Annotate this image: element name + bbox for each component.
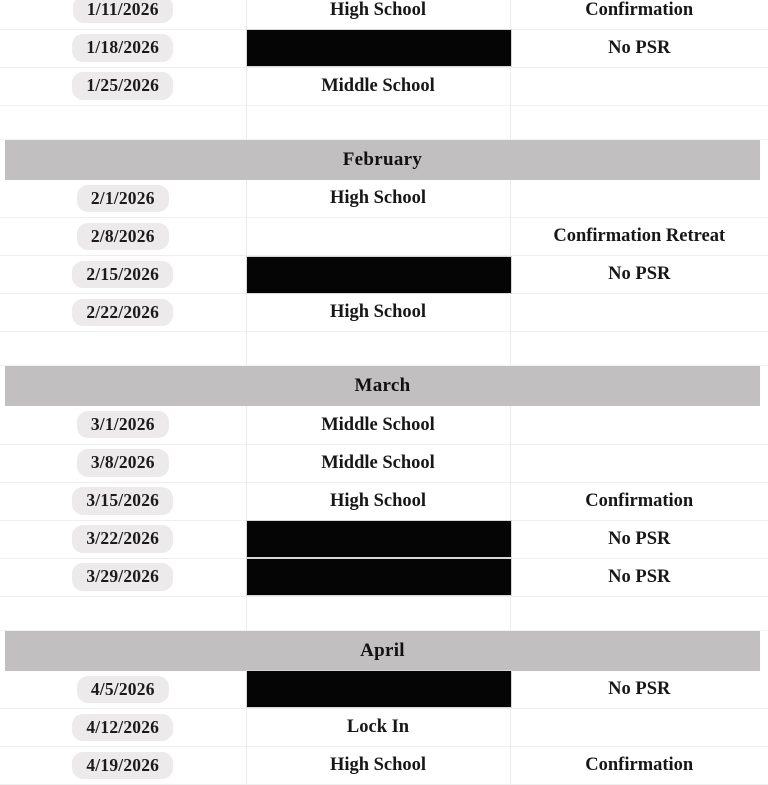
date-cell: [0, 180, 246, 218]
note-label: No PSR: [608, 679, 671, 700]
schedule-row: [0, 520, 768, 558]
note-cell: [510, 671, 768, 709]
schedule-row: [0, 294, 768, 332]
month-banner: [5, 631, 760, 671]
schedule-row: [0, 444, 768, 482]
schedule-row: [0, 671, 768, 709]
event-cell: [246, 67, 510, 105]
note-cell: [510, 180, 768, 218]
date-cell: [0, 218, 246, 256]
date-pill: 2/15/2026: [72, 261, 173, 288]
event-label: High School: [329, 302, 427, 323]
schedule-row: [0, 218, 768, 256]
note-label: No PSR: [608, 264, 671, 285]
date-pill: 3/29/2026: [72, 563, 173, 590]
date-pill: 1/11/2026: [73, 0, 173, 23]
date-pill: 4/12/2026: [72, 714, 173, 741]
month-header-cell: [0, 139, 768, 180]
spacer-row: [0, 332, 768, 366]
schedule-row: [0, 29, 768, 67]
schedule-row: [0, 709, 768, 747]
note-cell: [510, 482, 768, 520]
note-cell: [510, 406, 768, 444]
schedule-row: [0, 558, 768, 596]
note-label: Confirmation: [585, 0, 694, 20]
note-label: No PSR: [608, 37, 671, 58]
schedule-row: [0, 256, 768, 294]
month-label: February: [342, 148, 423, 170]
schedule-row: [0, 67, 768, 105]
note-cell: [510, 444, 768, 482]
note-cell: [510, 67, 768, 105]
month-label: March: [354, 375, 411, 396]
date-cell: [0, 406, 246, 444]
note-cell: [510, 29, 768, 67]
event-label: High School: [329, 490, 427, 511]
redacted-event-cell: [246, 29, 510, 67]
month-header-cell: [0, 630, 768, 671]
redacted-event-cell: [246, 558, 510, 596]
note-cell: [510, 520, 768, 558]
note-cell: [510, 709, 768, 747]
date-pill: 1/18/2026: [72, 34, 173, 61]
date-cell: [0, 332, 246, 366]
redaction-bar: [247, 559, 511, 595]
date-cell: [0, 482, 246, 520]
redacted-event-cell: [246, 256, 510, 294]
month-header-cell: [0, 366, 768, 407]
event-label: Lock In: [346, 717, 410, 738]
note-cell: [510, 105, 768, 139]
date-cell: [0, 558, 246, 596]
date-cell: [0, 67, 246, 105]
event-cell: [246, 0, 510, 29]
date-cell: [0, 294, 246, 332]
date-cell: [0, 256, 246, 294]
spacer-row: [0, 105, 768, 139]
event-cell: [246, 218, 510, 256]
month-label: April: [360, 639, 405, 661]
date-pill: 2/22/2026: [72, 299, 173, 326]
event-cell: [246, 709, 510, 747]
spacer-row: [0, 596, 768, 630]
note-label: Confirmation: [585, 755, 694, 776]
redaction-bar: [247, 30, 511, 66]
date-pill: 2/1/2026: [77, 185, 169, 212]
month-header-row: [0, 366, 768, 407]
date-pill: 3/15/2026: [72, 487, 173, 514]
note-cell: [510, 747, 768, 785]
date-pill: 4/5/2026: [77, 676, 169, 703]
schedule-row: [0, 747, 768, 785]
date-cell: [0, 29, 246, 67]
date-cell: [0, 105, 246, 139]
date-pill: 3/8/2026: [77, 449, 169, 476]
event-label: Middle School: [321, 75, 435, 96]
event-cell: [246, 105, 510, 139]
date-pill: 3/1/2026: [77, 411, 169, 438]
note-cell: [510, 596, 768, 630]
date-pill: 4/19/2026: [72, 752, 173, 779]
event-cell: [246, 406, 510, 444]
date-cell: [0, 596, 246, 630]
date-cell: [0, 520, 246, 558]
note-cell: [510, 294, 768, 332]
date-pill: 2/8/2026: [77, 223, 169, 250]
note-cell: [510, 256, 768, 294]
month-banner: [5, 366, 760, 406]
date-cell: [0, 444, 246, 482]
month-header-row: [0, 139, 768, 180]
note-cell: [510, 332, 768, 366]
note-cell: [510, 218, 768, 256]
event-cell: [246, 444, 510, 482]
note-label: Confirmation: [585, 490, 694, 511]
event-label: Middle School: [321, 414, 435, 435]
redacted-event-cell: [246, 520, 510, 558]
event-label: Middle School: [321, 452, 435, 473]
redaction-bar: [247, 257, 511, 293]
redacted-event-cell: [246, 671, 510, 709]
date-cell: [0, 709, 246, 747]
event-cell: [246, 747, 510, 785]
date-cell: [0, 747, 246, 785]
schedule-row: [0, 0, 768, 29]
event-label: High School: [329, 755, 427, 776]
note-label: Confirmation Retreat: [553, 226, 726, 247]
event-cell: [246, 596, 510, 630]
event-cell: [246, 332, 510, 366]
event-label: High School: [329, 188, 427, 209]
date-pill: 1/25/2026: [72, 72, 173, 99]
event-cell: [246, 180, 510, 218]
date-cell: [0, 671, 246, 709]
note-label: No PSR: [608, 528, 671, 549]
event-cell: [246, 294, 510, 332]
date-pill: 3/22/2026: [72, 525, 173, 552]
note-cell: [510, 558, 768, 596]
schedule-row: [0, 482, 768, 520]
event-cell: [246, 482, 510, 520]
date-cell: [0, 0, 246, 29]
event-label: High School: [329, 0, 427, 20]
note-cell: [510, 0, 768, 29]
redaction-bar: [247, 521, 511, 557]
schedule-row: [0, 180, 768, 218]
month-header-row: [0, 630, 768, 671]
month-banner: [5, 140, 760, 180]
redaction-bar: [247, 671, 511, 707]
note-label: No PSR: [608, 566, 671, 587]
schedule-row: [0, 406, 768, 444]
